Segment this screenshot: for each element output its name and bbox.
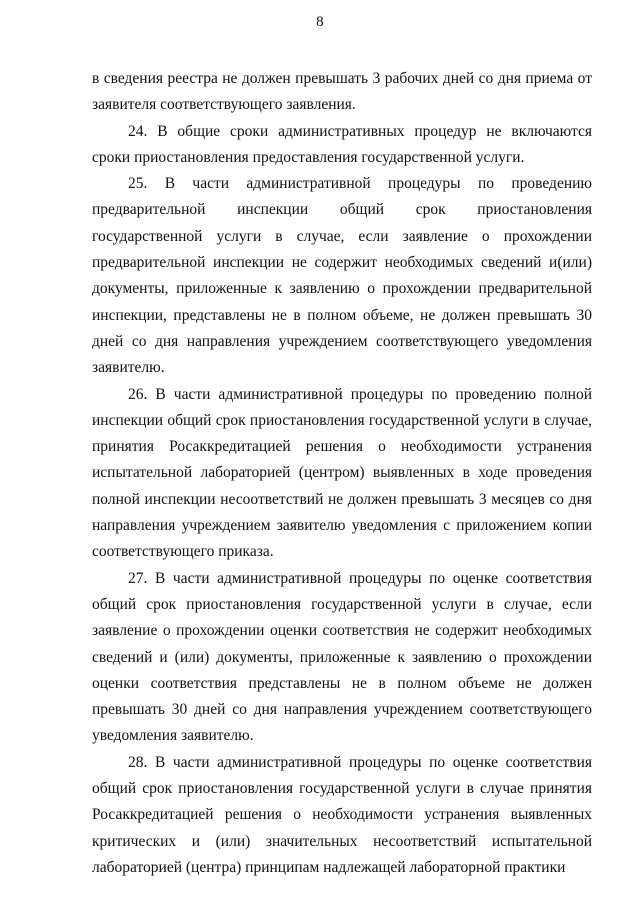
paragraph-24: 24. В общие сроки административных процедур не включаются сроки приостановления предоставления государственной услуги. [92,122,592,166]
page-number: 8 [316,14,324,30]
paragraph-26: 26. В части административной процедуры по проведению полной инспекции общий срок приостановления государственной услуги в случае, принятия Росаккредитацией решения о необходимости устранения испытательной лабораторией (центром) выявленных в ходе проведения полной инспекции несоответствий не должен превышать 3 месяцев со дня направления учреждением заявителю уведомления с приложением копии соответствующего приказа. [92,385,592,561]
paragraph-27: 27. В части административной процедуры по оценке соответствия общий срок приостановления государственной услуги в случае, если заявление о прохождении оценки соответствия не содержит необходимых сведений и (или) документы, приложенные к заявлению о прохождении оценки соответствия представлены не в полном объеме не должен превышать 30 дней со дня направления учреждением соответствующего уведомления заявителю. [92,569,592,745]
document-body [92,66,592,881]
paragraph-continuation: в сведения реестра не должен превышать 3 рабочих дней со дня приема от заявителя соответствующего заявления. [92,70,592,114]
paragraph-28: 28. В части административной процедуры по оценке соответствия общий срок приостановления государственной услуги в случае принятия Росаккредитацией решения о необходимости устранения выявленных критических и (или) значительных несоответствий испытательной лабораторией (центра) принципам надлежащей лабораторной практики [92,753,592,876]
paragraph-25: 25. В части административной процедуры по проведению предварительной инспекции общий срок приостановления государственной услуги в случае, если заявление о прохождении предварительной инспекции не содержит необходимых сведений и(или) документы, приложенные к заявлению о прохождении предварительной инспекции, представлены не в полном объеме, не должен превышать 30 дней со дня направления учреждением соответствующего уведомления заявителю. [92,175,592,377]
